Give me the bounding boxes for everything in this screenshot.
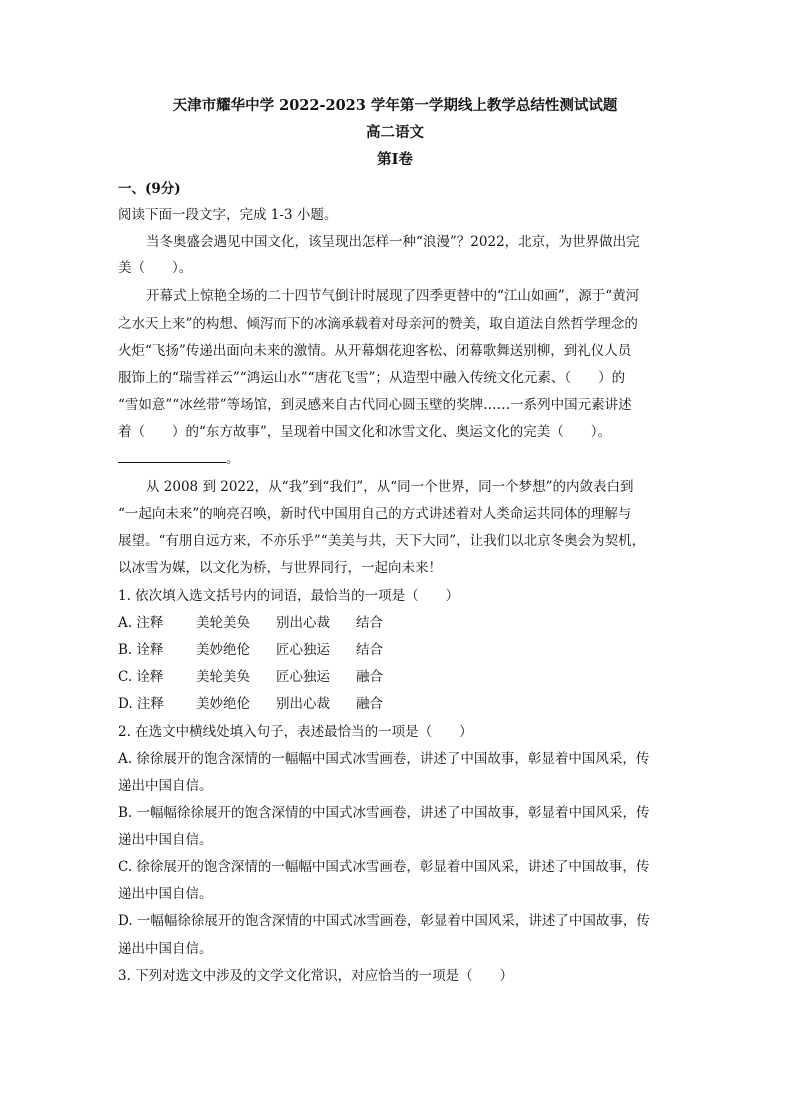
q2-option-b-line-2[interactable]: 递出中国自信。 <box>118 832 213 848</box>
q1-a-word-4: 结合 <box>356 615 383 631</box>
q1-c-word-4: 融合 <box>356 669 383 685</box>
q1-d-word-2: 美妙绝伦 <box>196 696 250 712</box>
q1-a-word-3: 别出心裁 <box>276 615 330 631</box>
q1-b-word-2: 美妙绝伦 <box>196 642 250 658</box>
answer-blank-line <box>118 450 240 468</box>
passage-p2-line-3: 火炬“飞扬”传递出面向未来的激情。从开幕烟花迎客松、闭幕歌舞送别柳，到礼仪人员 <box>118 343 632 359</box>
passage-p3-line-1: 从 2008 到 2022，从“我”到“我们”，从“同一个世界，同一个梦想”的内敛表白到 <box>146 479 634 495</box>
q1-option-b[interactable] <box>118 641 383 659</box>
q1-option-c[interactable] <box>118 668 383 686</box>
q1-b-word-1: B. 诠释 <box>118 642 164 658</box>
q1-b-word-4: 结合 <box>356 642 383 658</box>
q1-c-word-2: 美轮美奂 <box>196 669 250 685</box>
passage-p2-line-6: 着（ ）的“东方故事”，呈现着中国文化和冰雪文化、奥运文化的完美（ ）。 <box>118 424 612 440</box>
q2-option-a-line-1[interactable]: A. 徐徐展开的饱含深情的一幅幅中国式冰雪画卷，讲述了中国故事，彰显着中国风采，传 <box>118 751 650 767</box>
passage-p3-line-2: “一起向未来”的响亮召唤，新时代中国用自己的方式讲述着对人类命运共同体的理解与 <box>118 506 632 522</box>
q1-a-word-1: A. 注释 <box>118 615 164 631</box>
q1-d-word-4: 融合 <box>356 696 383 712</box>
q1-stem: 1. 依次填入选文括号内的词语，最恰当的一项是（ ） <box>118 588 460 604</box>
q2-option-d-line-1[interactable]: D. 一幅幅徐徐展开的饱含深情的中国式冰雪画卷，彰显着中国风采，讲述了中国故事，传 <box>118 913 650 929</box>
passage-p2-line-5: “雪如意”“冰丝带”等场馆，到灵感来自古代同心圆玉壁的奖牌……一系列中国元素讲述 <box>118 397 632 413</box>
q1-a-word-2: 美轮美奂 <box>196 615 250 631</box>
exam-subtitle: 高二语文 <box>366 124 424 141</box>
q1-c-word-3: 匠心独运 <box>276 669 330 685</box>
q2-stem: 2. 在选文中横线处填入句子，表述最恰当的一项是（ ） <box>118 724 473 740</box>
q2-option-c-line-1[interactable]: C. 徐徐展开的饱含深情的一幅幅中国式冰雪画卷，彰显着中国风采，讲述了中国故事，传 <box>118 859 650 875</box>
section-instruction: 阅读下面一段文字，完成 1-3 小题。 <box>118 207 338 223</box>
q2-option-b-line-1[interactable]: B. 一幅幅徐徐展开的饱含深情的中国式冰雪画卷，讲述了中国故事，彰显着中国风采，传 <box>118 805 650 821</box>
q1-option-a[interactable] <box>118 614 383 632</box>
passage-p3-line-3: 展望。“有朋自远方来，不亦乐乎”“美美与共，天下大同”，让我们以北京冬奥会为契机， <box>118 533 646 549</box>
exam-title: 天津市耀华中学 2022-2023 学年第一学期线上教学总结性测试试题 <box>172 97 618 114</box>
q2-option-a-line-2[interactable]: 递出中国自信。 <box>118 778 213 794</box>
q1-d-word-3: 别出心裁 <box>276 696 330 712</box>
section-heading: 一、(9分) <box>118 181 181 197</box>
passage-p2-line-2: 之水天上来”的构想、倾泻而下的冰滴承载着对母亲河的赞美，取自道法自然哲学理念的 <box>118 316 638 332</box>
q1-c-word-1: C. 诠释 <box>118 669 164 685</box>
q1-d-word-1: D. 注释 <box>118 696 164 712</box>
passage-p1-line-2: 美（ ）。 <box>118 260 193 276</box>
q1-option-d[interactable] <box>118 695 383 713</box>
volume-label: 第Ⅰ卷 <box>377 151 413 168</box>
passage-p1-line-1: 当冬奥盛会遇见中国文化，该呈现出怎样一种“浪漫”？2022，北京，为世界做出完 <box>146 234 640 250</box>
passage-p2-line-4: 服饰上的“瑞雪祥云”“鸿运山水”“唐花飞雪”；从造型中融入传统文化元素、（ ）的 <box>118 370 626 386</box>
passage-p2-line-1: 开幕式上惊艳全场的二十四节气倒计时展现了四季更替中的“江山如画”，源于“黄河 <box>146 288 640 304</box>
blank-suffix: 。 <box>226 451 240 467</box>
q3-stem: 3. 下列对选文中涉及的文学文化常识，对应恰当的一项是（ ） <box>118 968 514 984</box>
q1-b-word-3: 匠心独运 <box>276 642 330 658</box>
passage-p3-line-4: 以冰雪为媒，以文化为桥，与世界同行，一起向未来！ <box>118 560 442 576</box>
q2-option-c-line-2[interactable]: 递出中国自信。 <box>118 886 213 902</box>
q2-option-d-line-2[interactable]: 递出中国自信。 <box>118 941 213 957</box>
answer-blank[interactable] <box>118 450 226 463</box>
